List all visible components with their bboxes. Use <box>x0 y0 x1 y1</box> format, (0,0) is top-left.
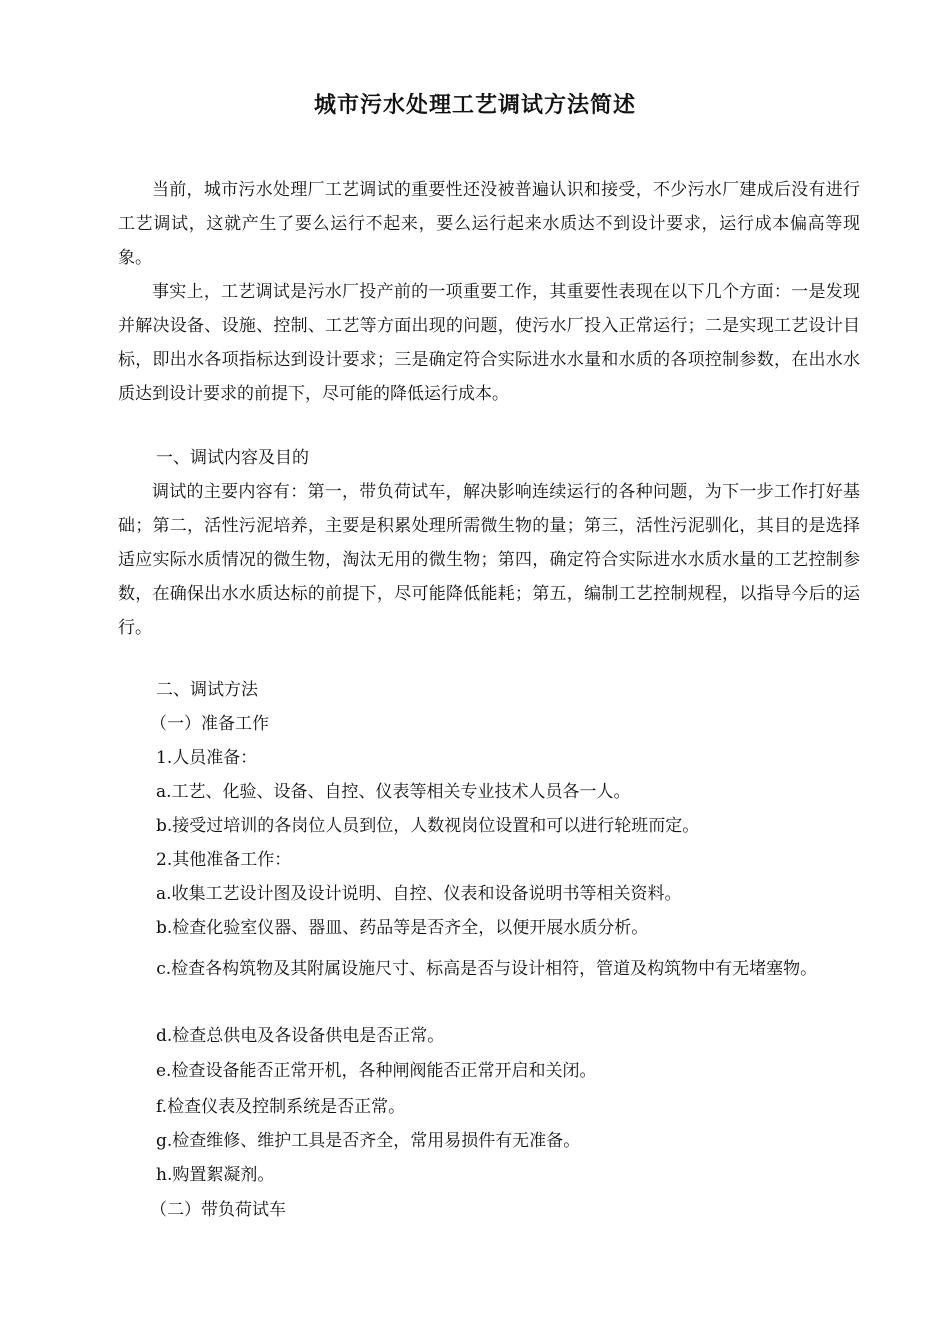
section-1-heading: 一、调试内容及目的 <box>156 448 309 468</box>
other-prep-item-h: h.购置絮凝剂。 <box>156 1165 275 1185</box>
other-prep-item-b: b.检查化验室仪器、器皿、药品等是否齐全，以便开展水质分析。 <box>156 918 649 938</box>
other-prep-item-g: g.检查维修、维护工具是否齐全，常用易损件有无准备。 <box>156 1131 581 1151</box>
section-2-heading: 二、调试方法 <box>156 680 258 700</box>
intro-paragraph-1: 当前，城市污水处理厂工艺调试的重要性还没被普遍认识和接受，不少污水厂建成后没有进行工艺调试，这就产生了要么运行不起来，要么运行起来水质达不到设计要求，运行成本偏高等现象。 <box>118 180 860 268</box>
other-prep-item-d: d.检查总供电及各设备供电是否正常。 <box>156 1026 445 1046</box>
subsection-preparation: （一）准备工作 <box>150 714 269 734</box>
section-1-body: 调试的主要内容有：第一，带负荷试车，解决影响连续运行的各种问题，为下一步工作打好基础；第二，活性污泥培养，主要是积累处理所需微生物的量；第三，活性污泥驯化，其目的是选择适应实际水质情况的微生物，淘汰无用的微生物；第四，确定符合实际进水水质水量的工艺控制参数，在确保出水水质达标的前提下，尽可能降低能耗；第五，编制工艺控制规程，以指导今后的运行。 <box>118 482 860 638</box>
subsection-load-test: （二）带负荷试车 <box>150 1200 286 1220</box>
other-prep-item-a: a.收集工艺设计图及设计说明、自控、仪表和设备说明书等相关资料。 <box>156 884 682 904</box>
other-prep-heading: 2.其他准备工作： <box>156 850 292 870</box>
personnel-heading: 1.人员准备： <box>156 748 258 768</box>
other-prep-item-e: e.检查设备能否正常开机，各种闸阀能否正常开启和关闭。 <box>156 1061 597 1081</box>
personnel-item-b: b.接受过培训的各岗位人员到位，人数视岗位设置和可以进行轮班而定。 <box>156 816 700 836</box>
personnel-item-a: a.工艺、化验、设备、自控、仪表等相关专业技术人员各一人。 <box>156 782 631 802</box>
document-title: 城市污水处理工艺调试方法简述 <box>313 93 636 118</box>
other-prep-item-c: c.检查各构筑物及其附属设施尺寸、标高是否与设计相符，管道及构筑物中有无堵塞物。 <box>156 959 818 979</box>
other-prep-item-f: f.检查仪表及控制系统是否正常。 <box>156 1097 406 1117</box>
intro-paragraph-2: 事实上，工艺调试是污水厂投产前的一项重要工作，其重要性表现在以下几个方面：一是发现并解决设备、设施、控制、工艺等方面出现的问题，使污水厂投入正常运行；二是实现工艺设计目标，即出水各项指标达到设计要求；三是确定符合实际进水水量和水质的各项控制参数，在出水水质达到设计要求的前提下，尽可能的降低运行成本。 <box>118 282 860 404</box>
